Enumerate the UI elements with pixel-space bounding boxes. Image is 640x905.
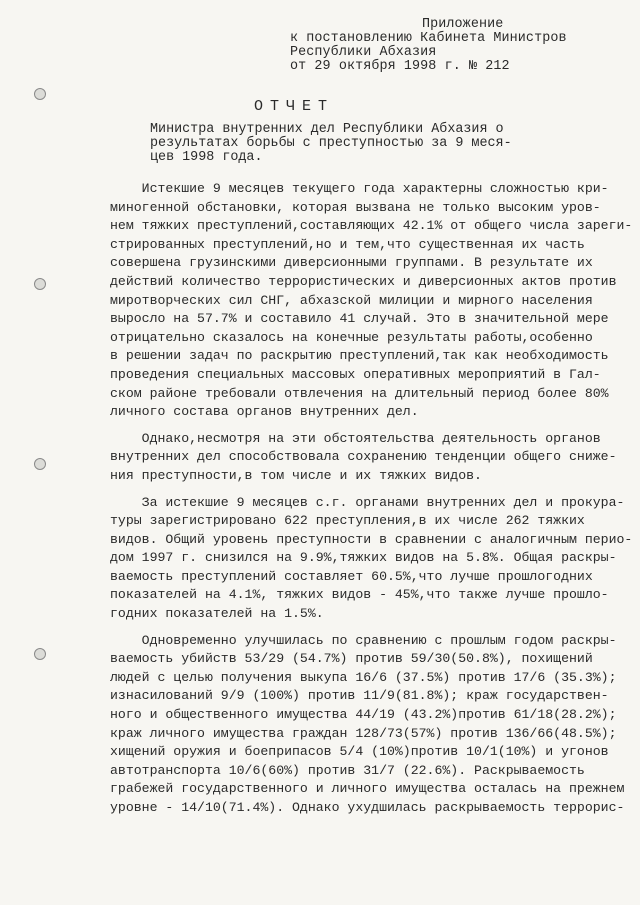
text-line: хищений оружия и боеприпасов 5/4 (10%)против 10/1(10%) и угонов	[110, 744, 609, 760]
text-line: видов. Общий уровень преступности в сравнении с аналогичным перио-	[110, 531, 633, 547]
punch-hole	[34, 458, 46, 470]
subtitle-line: результатах борьбы с преступностью за 9 меся-	[150, 136, 512, 151]
text-line: внутренних дел способствовала сохранению тенденции общего сниже-	[110, 449, 617, 465]
appendix-line: Приложение	[422, 17, 504, 32]
document-title: ОТЧЕТ	[254, 98, 335, 115]
appendix-header	[290, 18, 635, 74]
text-line: годних показателей на 1.5%.	[110, 606, 324, 622]
text-line: проведения специальных массовых оперативных мероприятий в Гал-	[110, 366, 601, 382]
text-line: ваемость убийств 53/29 (54.7%) против 59/30(50.8%), похищений	[110, 651, 593, 667]
text-line: ного и общественного имущества 44/19 (43.2%)против 61/18(28.2%);	[110, 707, 617, 723]
text-line: ния преступности,в том числе и их тяжких видов.	[110, 467, 482, 483]
text-line: нем тяжких преступлений,составляющих 42.1% от общего числа зареги-	[110, 218, 633, 234]
subtitle-line: Министра внутренних дел Республики Абхазия о	[150, 122, 504, 137]
text-line: личного состава органов внутренних дел.	[110, 404, 419, 420]
text-line: действий количество террористических и диверсионных актов против	[110, 273, 617, 289]
paragraph-gap	[110, 422, 625, 430]
paragraph	[110, 180, 633, 422]
paragraph	[110, 632, 625, 818]
appendix-line: Республики Абхазия	[290, 45, 437, 60]
paragraph-gap	[110, 624, 625, 632]
paragraph	[110, 494, 633, 624]
text-line: миногенной обстановки, которая вызвана не только высоким уров-	[110, 199, 601, 215]
text-line: Однако,несмотря на эти обстоятельства деятельность органов	[110, 430, 601, 446]
subtitle-line: цев 1998 года.	[150, 150, 263, 165]
text-line: ваемость преступлений составляет 60.5%,что лучше прошлогодних	[110, 568, 593, 584]
text-line: ском районе требовали отвлечения на длительный период более 80%	[110, 385, 609, 401]
text-line: показателей на 4.1%, тяжких видов - 45%,что также лучше прошло-	[110, 587, 609, 603]
text-line: грабежей государственного и личного имущества осталась на прежнем	[110, 781, 625, 797]
text-line: автотранспорта 10/6(60%) против 31/7 (22.6%). Раскрываемость	[110, 762, 585, 778]
text-line: краж личного имущества граждан 128/73(57%) против 136/66(48.5%);	[110, 725, 617, 741]
appendix-line: к постановлению Кабинета Министров	[290, 31, 567, 46]
text-line: Истекшие 9 месяцев текущего года характерны сложностью кри-	[110, 181, 609, 196]
text-line: выросло на 57.7% и составило 41 случай. Это в значительной мере	[110, 311, 609, 327]
punch-hole	[34, 648, 46, 660]
paragraph-gap	[110, 486, 625, 494]
paragraph	[110, 430, 625, 486]
document-subtitle	[150, 123, 570, 165]
text-line: За истекшие 9 месяцев с.г. органами внутренних дел и прокура-	[110, 494, 625, 510]
text-line: уровне - 14/10(71.4%). Однако ухудшилась раскрываемость террорис-	[110, 800, 625, 815]
text-line: туры зарегистрировано 622 преступления,в их числе 262 тяжких	[110, 513, 585, 529]
text-line: изнасилований 9/9 (100%) против 11/9(81.8%); краж государствен-	[110, 688, 609, 704]
text-line: Одновременно улучшилась по сравнению с прошлым годом раскры-	[110, 632, 617, 648]
document-body	[110, 180, 633, 818]
text-line: людей с целью получения выкупа 16/6 (37.5%) против 17/6 (35.3%);	[110, 669, 617, 685]
punch-hole	[34, 278, 46, 290]
text-line: отрицательно сказалось на конечные результаты работы,особенно	[110, 329, 593, 345]
text-line: миротворческих сил СНГ, абхазской милиции и мирного населения	[110, 292, 593, 308]
text-line: стрированных преступлений,но и тем,что существенная их часть	[110, 236, 585, 252]
punch-hole	[34, 88, 46, 100]
text-line: в решении задач по раскрытию преступлений,так как необходимость	[110, 348, 609, 364]
appendix-line: от 29 октября 1998 г. № 212	[290, 59, 510, 74]
text-line: дом 1997 г. снизился на 9.9%,тяжких видов на 5.8%. Общая раскры-	[110, 550, 617, 566]
text-line: совершена грузинскими диверсионными группами. В результате их	[110, 255, 593, 271]
